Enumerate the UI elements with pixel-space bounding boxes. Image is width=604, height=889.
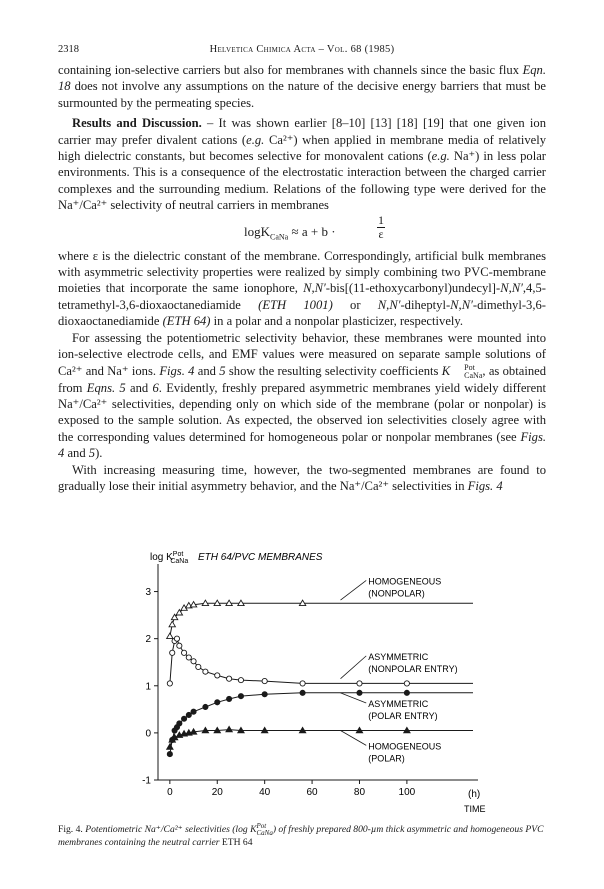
text-span: . Evidently, freshly prepared asymmetric membranes yield widely different Na⁺/Ca²⁺ selectivities, depending only on which side of the membrane (polar or nonpolar) is exposed to the sample solution. As expected, the observed ion selectivities closely agree with the corresponding values determined for homogeneous polar or nonpolar membranes (see [58,380,546,444]
series-label: (POLAR ENTRY) [368,710,438,721]
chart-title: ETH 64/PVC MEMBRANES [198,552,323,563]
figure-caption [58,823,546,850]
text-span: N,N′ [450,297,473,312]
text-span: Eqns. 5 [86,380,126,395]
series-label: (POLAR) [368,753,405,764]
data-point [357,690,362,695]
equation-fraction [377,214,385,241]
text-span: and [194,363,220,378]
data-point [170,650,175,655]
text-span: , as obtained from [58,363,546,395]
series-leader-line [341,656,367,679]
text-span: Figs. 4 [159,363,195,378]
text-span: or [332,297,378,312]
text-span: For assessing the potentiometric selectivity behavior, these membranes were mounted into ion-selective electrode cells, and EMF values were measured on separate sample solutions of Ca²⁺ and Na⁺ ions. [58,330,546,378]
series-labels [341,576,458,763]
text-span: 5 [88,446,96,461]
data-point [203,669,208,674]
data-point [181,650,186,655]
data-point [177,643,182,648]
series-label: HOMOGENEOUS [368,576,442,587]
caption-text: ) of freshly prepared 800-µm thick asymmetric and homogeneous PVC membranes containing the neutral carrier [58,824,544,848]
text-span: and [64,446,89,461]
data-point [196,664,201,669]
data-point [404,681,409,686]
series-label: (NONPOLAR ENTRY) [368,663,458,674]
data-point [186,712,191,717]
data-point [262,678,267,683]
paragraph-5 [58,462,546,495]
text-span: does not involve any assumptions on the nature of the decisive energy barriers that must be surmounted by the permeating species. [58,79,546,110]
text-span: – It was shown earlier [8–10] [13] [18] [19] that one given ion carrier may prefer divalent cations ( [58,116,546,147]
x-tick-label: 0 [167,787,173,798]
data-point [167,633,173,638]
paragraph-4 [58,330,546,462]
text-span: K [441,363,451,378]
text-span: N,N′ [500,281,523,296]
data-point [191,659,196,664]
series-label: (NONPOLAR) [368,588,425,599]
y-tick-label: 1 [145,681,151,693]
data-point [186,655,191,660]
caption-k-indices [256,823,272,837]
text-span: -dimethyl-3,6-dioxaoctanediamide [58,297,546,329]
data-point [238,678,243,683]
series-leader-line [341,580,367,600]
text-span: Pot [256,822,267,830]
data-point [169,621,175,626]
y-axis-label: $\log K^{Pot}$ CaNa [150,551,189,565]
caption-carrier: ETH 64 [219,837,253,848]
y-tick-label: 2 [145,634,151,646]
data-point [262,692,267,697]
data-point [300,681,305,686]
data-point [167,744,173,749]
data-point [300,690,305,695]
data-series [167,600,473,757]
x-tick-label: 100 [398,787,416,798]
text-span: (ETH 1001) [258,297,333,312]
text-span: N,N′ [377,297,401,312]
text-span: N,N′ [303,281,326,296]
x-tick-label: 40 [259,787,271,798]
text-span: -diheptyl- [400,297,451,312]
eqn-reference: Eqn. 18 [58,63,546,94]
x-tick-label: 20 [211,787,223,798]
series-line [170,603,473,636]
equation-lhs [244,224,336,246]
text-span: 5 [219,363,226,378]
text-span: and [125,380,153,395]
data-point [227,676,232,681]
y-tick-label: 3 [145,587,151,599]
running-header [58,44,546,60]
data-point [215,700,220,705]
text-span: show the resulting selectivity coefficients [225,363,442,378]
text-span: CaNa [270,232,289,242]
series-leader-line [341,693,367,703]
text-span: With increasing measuring time, however, the two-segmented membranes are found to gradually lose their initial asymmetry behavior, and the Na⁺/Ca²⁺ selectivities in [58,462,546,494]
text-span: e.g. [431,149,450,164]
data-point [181,716,186,721]
data-point [174,636,179,641]
paragraph-1 [58,62,546,111]
series-label: HOMOGENEOUS [368,741,442,752]
y-tick-label: -1 [142,775,151,787]
text-span: -bis[(11-ethoxycarbonyl)undecyl]- [325,281,501,296]
text-span: (ETH 64) [162,314,211,329]
data-point [177,721,182,726]
paragraph-3 [58,248,546,330]
data-point [227,696,232,701]
data-point [404,690,409,695]
selectivity-chart [118,540,508,820]
article-body [58,62,546,494]
series-label: ASYMMETRIC [368,698,429,709]
text-span: Figs. 4 [58,429,546,461]
text-span: Figs. 4 [467,479,503,494]
text-span: Ca²⁺) when applied in membrane media of relatively high dielectric constants, but becomes selective for monovalent cations ( [58,132,547,164]
page-number: 2318 [58,44,79,55]
fraction-denominator: ε [378,226,384,241]
text-span: Na⁺) in less polar environments. This is a consequence of the electrostatic interaction between the charged carrier complexes and the surrounding medium. Relations of the following type were derived for the Na⁺/Ca²⁺ selectivity of neutral carriers in membranes [58,149,546,213]
data-point [215,673,220,678]
data-point [357,681,362,686]
caption-text: Potentiometric Na⁺/Ca²⁺ selectivities (log K [85,824,257,836]
figure-4 [118,540,508,820]
selectivity-equation [58,214,546,248]
text-span: ≈ a + b · [288,223,336,239]
caption-label: Fig. 4. [58,824,86,836]
paragraph-2 [58,115,546,213]
x-axis-unit: (h) [468,789,481,800]
k-indices [450,364,482,380]
data-point [203,704,208,709]
x-tick-label: 60 [306,787,318,798]
text-span: containing ion-selective carriers but also for membranes with channels since the basic flux [58,63,523,77]
data-point [226,726,232,731]
data-point [238,694,243,699]
text-span: 6 [152,380,159,395]
y-tick-label: 0 [145,728,151,740]
text-span: Pot [464,362,475,372]
running-head: Helvetica Chimica Acta – Vol. 68 (1985) [209,44,395,55]
text-span: ). [95,446,103,461]
text-span: in a polar and a nonpolar plasticizer, respectively. [210,314,464,329]
data-point [167,751,172,756]
text-span: ,4,5-tetramethyl-3,6-dioxaoctanediamide [58,281,546,312]
section-heading: Results and Discussion. [72,116,202,131]
text-span: where ε is the dielectric constant of the membrane. Correspondingly, artificial bulk membranes with asymmetric selectivity properties were realized by simply combining two PVC-membrane moieties that incorporate the same ionophore, [58,248,546,296]
fraction-numerator: 1 [378,212,384,227]
series-label: ASYMMETRIC [368,651,429,662]
data-point [191,709,196,714]
x-tick-label: 80 [353,787,366,798]
x-axis-label: TIME [464,804,486,814]
text-span: CaNa [256,829,273,837]
text-span: logK [244,223,270,239]
text-span: CaNa [464,370,483,380]
text-span: e.g. [246,132,265,147]
data-point [167,681,172,686]
